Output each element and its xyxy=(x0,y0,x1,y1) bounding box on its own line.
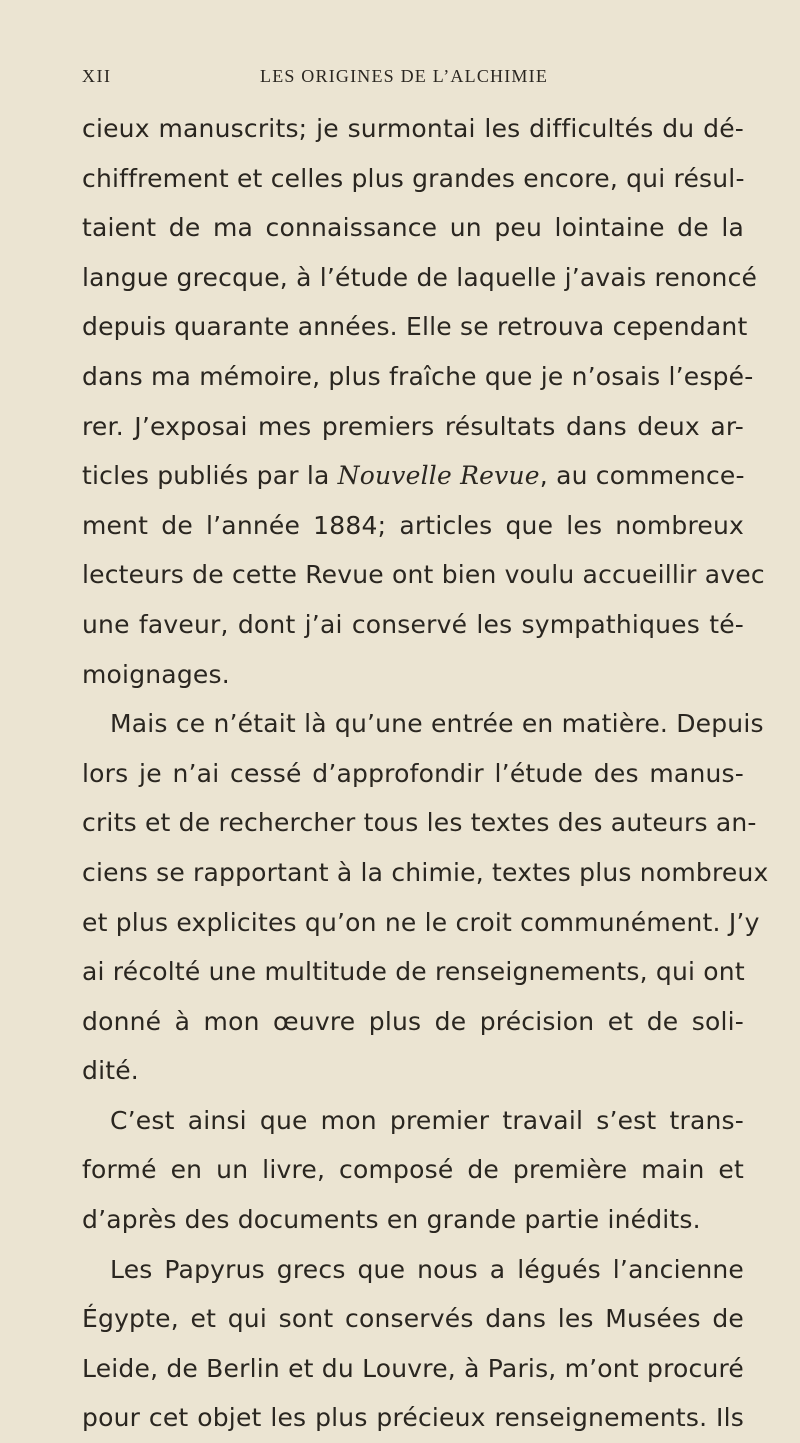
page-number: XII xyxy=(82,66,112,86)
paragraph-first-line: Mais ce n’était là qu’une entrée en matière. Depuis xyxy=(110,709,764,739)
paragraph-end-line: d’après des documents en grande partie inédits. xyxy=(82,1205,701,1235)
text-line: Égypte, et qui sont conservés dans les Musées de xyxy=(82,1304,744,1334)
text-line: cieux manuscrits; je surmontai les difficultés du dé- xyxy=(82,114,744,143)
text-line: Leide, de Berlin et du Louvre, à Paris, m’ont procuré xyxy=(82,1353,744,1383)
text-line: lecteurs de cette Revue ont bien voulu accueillir avec xyxy=(82,560,765,590)
text-line-with-title xyxy=(82,451,744,501)
text-line: depuis quarante années. Elle se retrouva cependant xyxy=(82,312,748,342)
text-line: dans ma mémoire, plus fraîche que je n’osais l’espé- xyxy=(82,361,754,391)
paragraph-end-line: moignages. xyxy=(82,659,230,689)
text-line: ai récolté une multitude de renseignements, qui ont xyxy=(82,957,745,987)
text-line: formé en un livre, composé de première main et xyxy=(82,1155,744,1185)
paragraph-first-line: Les Papyrus grecs que nous a légués l’ancienne xyxy=(110,1254,744,1284)
text-line: langue grecque, à l’étude de laquelle j’avais renoncé xyxy=(82,262,758,292)
text-line: chiffrement et celles plus grandes encore, qui résul- xyxy=(82,163,745,193)
text-segment: ticles publiés par la xyxy=(82,461,338,491)
paragraph-first-line: C’est ainsi que mon premier travail s’est trans- xyxy=(110,1105,744,1135)
text-line: lors je n’ai cessé d’approfondir l’étude des manus- xyxy=(82,758,744,788)
running-title: LES ORIGINES DE L’ALCHIMIE xyxy=(260,66,549,86)
text-line: pour cet objet les plus précieux renseignements. Ils xyxy=(82,1403,744,1433)
text-line: ment de l’année 1884; articles que les nombreux xyxy=(82,510,744,540)
paragraph-end-line: dité. xyxy=(82,1056,139,1086)
text-segment: , au commence- xyxy=(539,461,745,491)
running-head xyxy=(82,58,742,94)
text-line: crits et de rechercher tous les textes des auteurs an- xyxy=(82,808,757,838)
body-text xyxy=(82,104,769,1443)
text-line: taient de ma connaissance un peu lointaine de la xyxy=(82,213,744,243)
periodical-title: Nouvelle Revue xyxy=(337,461,540,491)
text-line: et plus explicites qu’on ne le croit communément. J’y xyxy=(82,907,760,937)
text-line: donné à mon œuvre plus de précision et de soli- xyxy=(82,1006,744,1036)
text-line: rer. J’exposai mes premiers résultats dans deux ar- xyxy=(82,411,744,441)
text-line: une faveur, dont j’ai conservé les sympathiques té- xyxy=(82,609,744,639)
text-line: ciens se rapportant à la chimie, textes plus nombreux xyxy=(82,857,769,887)
